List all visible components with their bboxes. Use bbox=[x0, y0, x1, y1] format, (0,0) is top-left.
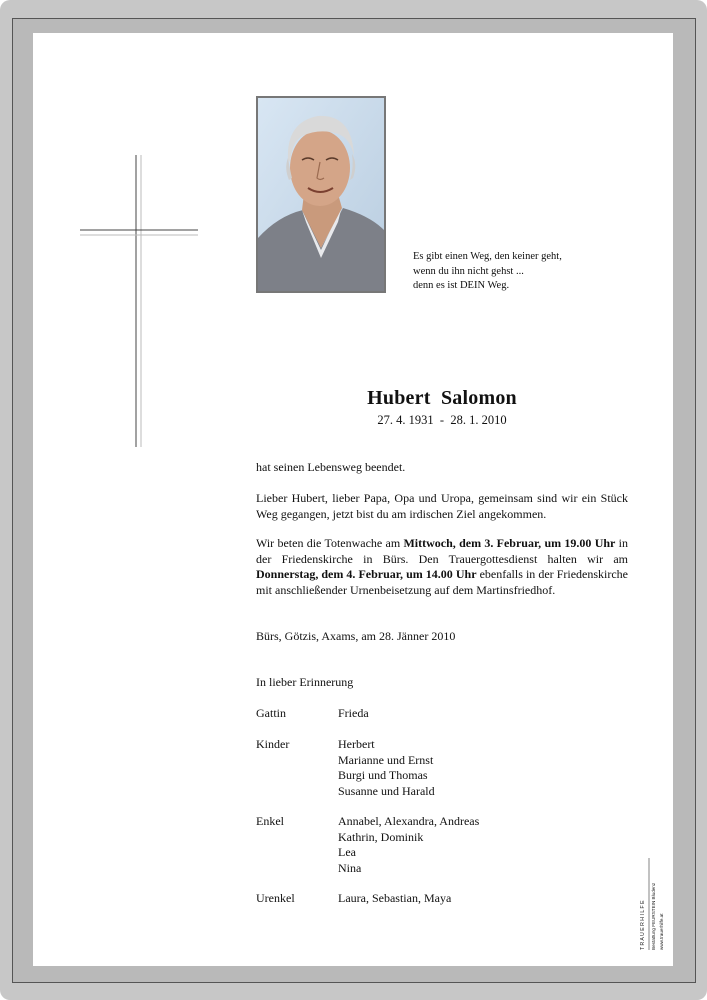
great-grandchildren-list: Laura, Sebastian, Maya bbox=[338, 891, 452, 905]
list-item: Herbert bbox=[338, 737, 375, 751]
vigil-date: Mittwoch, dem 3. Februar, um 19.00 Uhr bbox=[403, 536, 616, 550]
life-dates: 27. 4. 1931 - 28. 1. 2010 bbox=[377, 413, 507, 427]
quote-line: Es gibt einen Weg, den keiner geht, bbox=[413, 251, 562, 262]
portrait-image bbox=[258, 98, 384, 291]
memory-heading: In lieber Erinnerung bbox=[256, 675, 354, 689]
list-item: Nina bbox=[338, 860, 362, 875]
spouse-label: Gattin bbox=[256, 706, 286, 720]
list-item: Marianne und Ernst bbox=[338, 752, 434, 767]
list-item: Susanne und Harald bbox=[338, 783, 435, 798]
deceased-name: Hubert Salomon bbox=[367, 387, 517, 409]
funeral-date: Donnerstag, dem 4. Februar, um 14.00 Uhr bbox=[256, 567, 477, 581]
farewell-text: Lieber Hubert, lieber Papa, Opa und Uropa, gemeinsam sind wir ein Stück Weg gegangen, jetzt bist du am irdischen Ziel angekommen. bbox=[256, 491, 628, 521]
children-label: Kinder bbox=[256, 737, 290, 751]
portrait-photo bbox=[256, 96, 386, 293]
service-text-part: Wir beten die Totenwache am bbox=[256, 536, 404, 550]
intro-text: hat seinen Lebensweg beendet. bbox=[256, 460, 406, 474]
list-item: Lea bbox=[338, 845, 356, 859]
spouse-name: Frieda bbox=[338, 706, 369, 720]
service-text-part: in der Friedenskirche in Bürs. Den Trauergottesdienst halten wir am bbox=[256, 536, 628, 566]
quote bbox=[413, 250, 562, 294]
logo-line3: www.trauerhilfe.at bbox=[659, 913, 664, 950]
grandchildren-label: Enkel bbox=[256, 814, 284, 828]
service-text bbox=[256, 536, 628, 598]
great-grandchildren-label: Urenkel bbox=[256, 891, 295, 905]
quote-line: denn es ist DEIN Weg. bbox=[413, 280, 510, 291]
service-text-part: ebenfalls in der Friedenskirche mit anschließender Urnenbeisetzung auf dem Martinsfriedhof. bbox=[256, 567, 629, 597]
list-item: Annabel, Alexandra, Andreas bbox=[338, 814, 480, 828]
place-date: Bürs, Götzis, Axams, am 28. Jänner 2010 bbox=[256, 629, 456, 643]
funeral-home-logo bbox=[636, 856, 666, 952]
logo-line2: Bestattung FEURSTEIN Bludenz bbox=[651, 882, 656, 950]
cross-icon bbox=[80, 155, 198, 447]
logo-brand: T R A U E R H I L F E bbox=[640, 900, 646, 950]
grandchildren-list bbox=[338, 814, 479, 876]
children-list bbox=[338, 737, 435, 799]
list-item: Burgi und Thomas bbox=[338, 768, 428, 782]
quote-line: wenn du ihn nicht gehst ... bbox=[413, 265, 524, 277]
list-item: Kathrin, Dominik bbox=[338, 829, 424, 844]
